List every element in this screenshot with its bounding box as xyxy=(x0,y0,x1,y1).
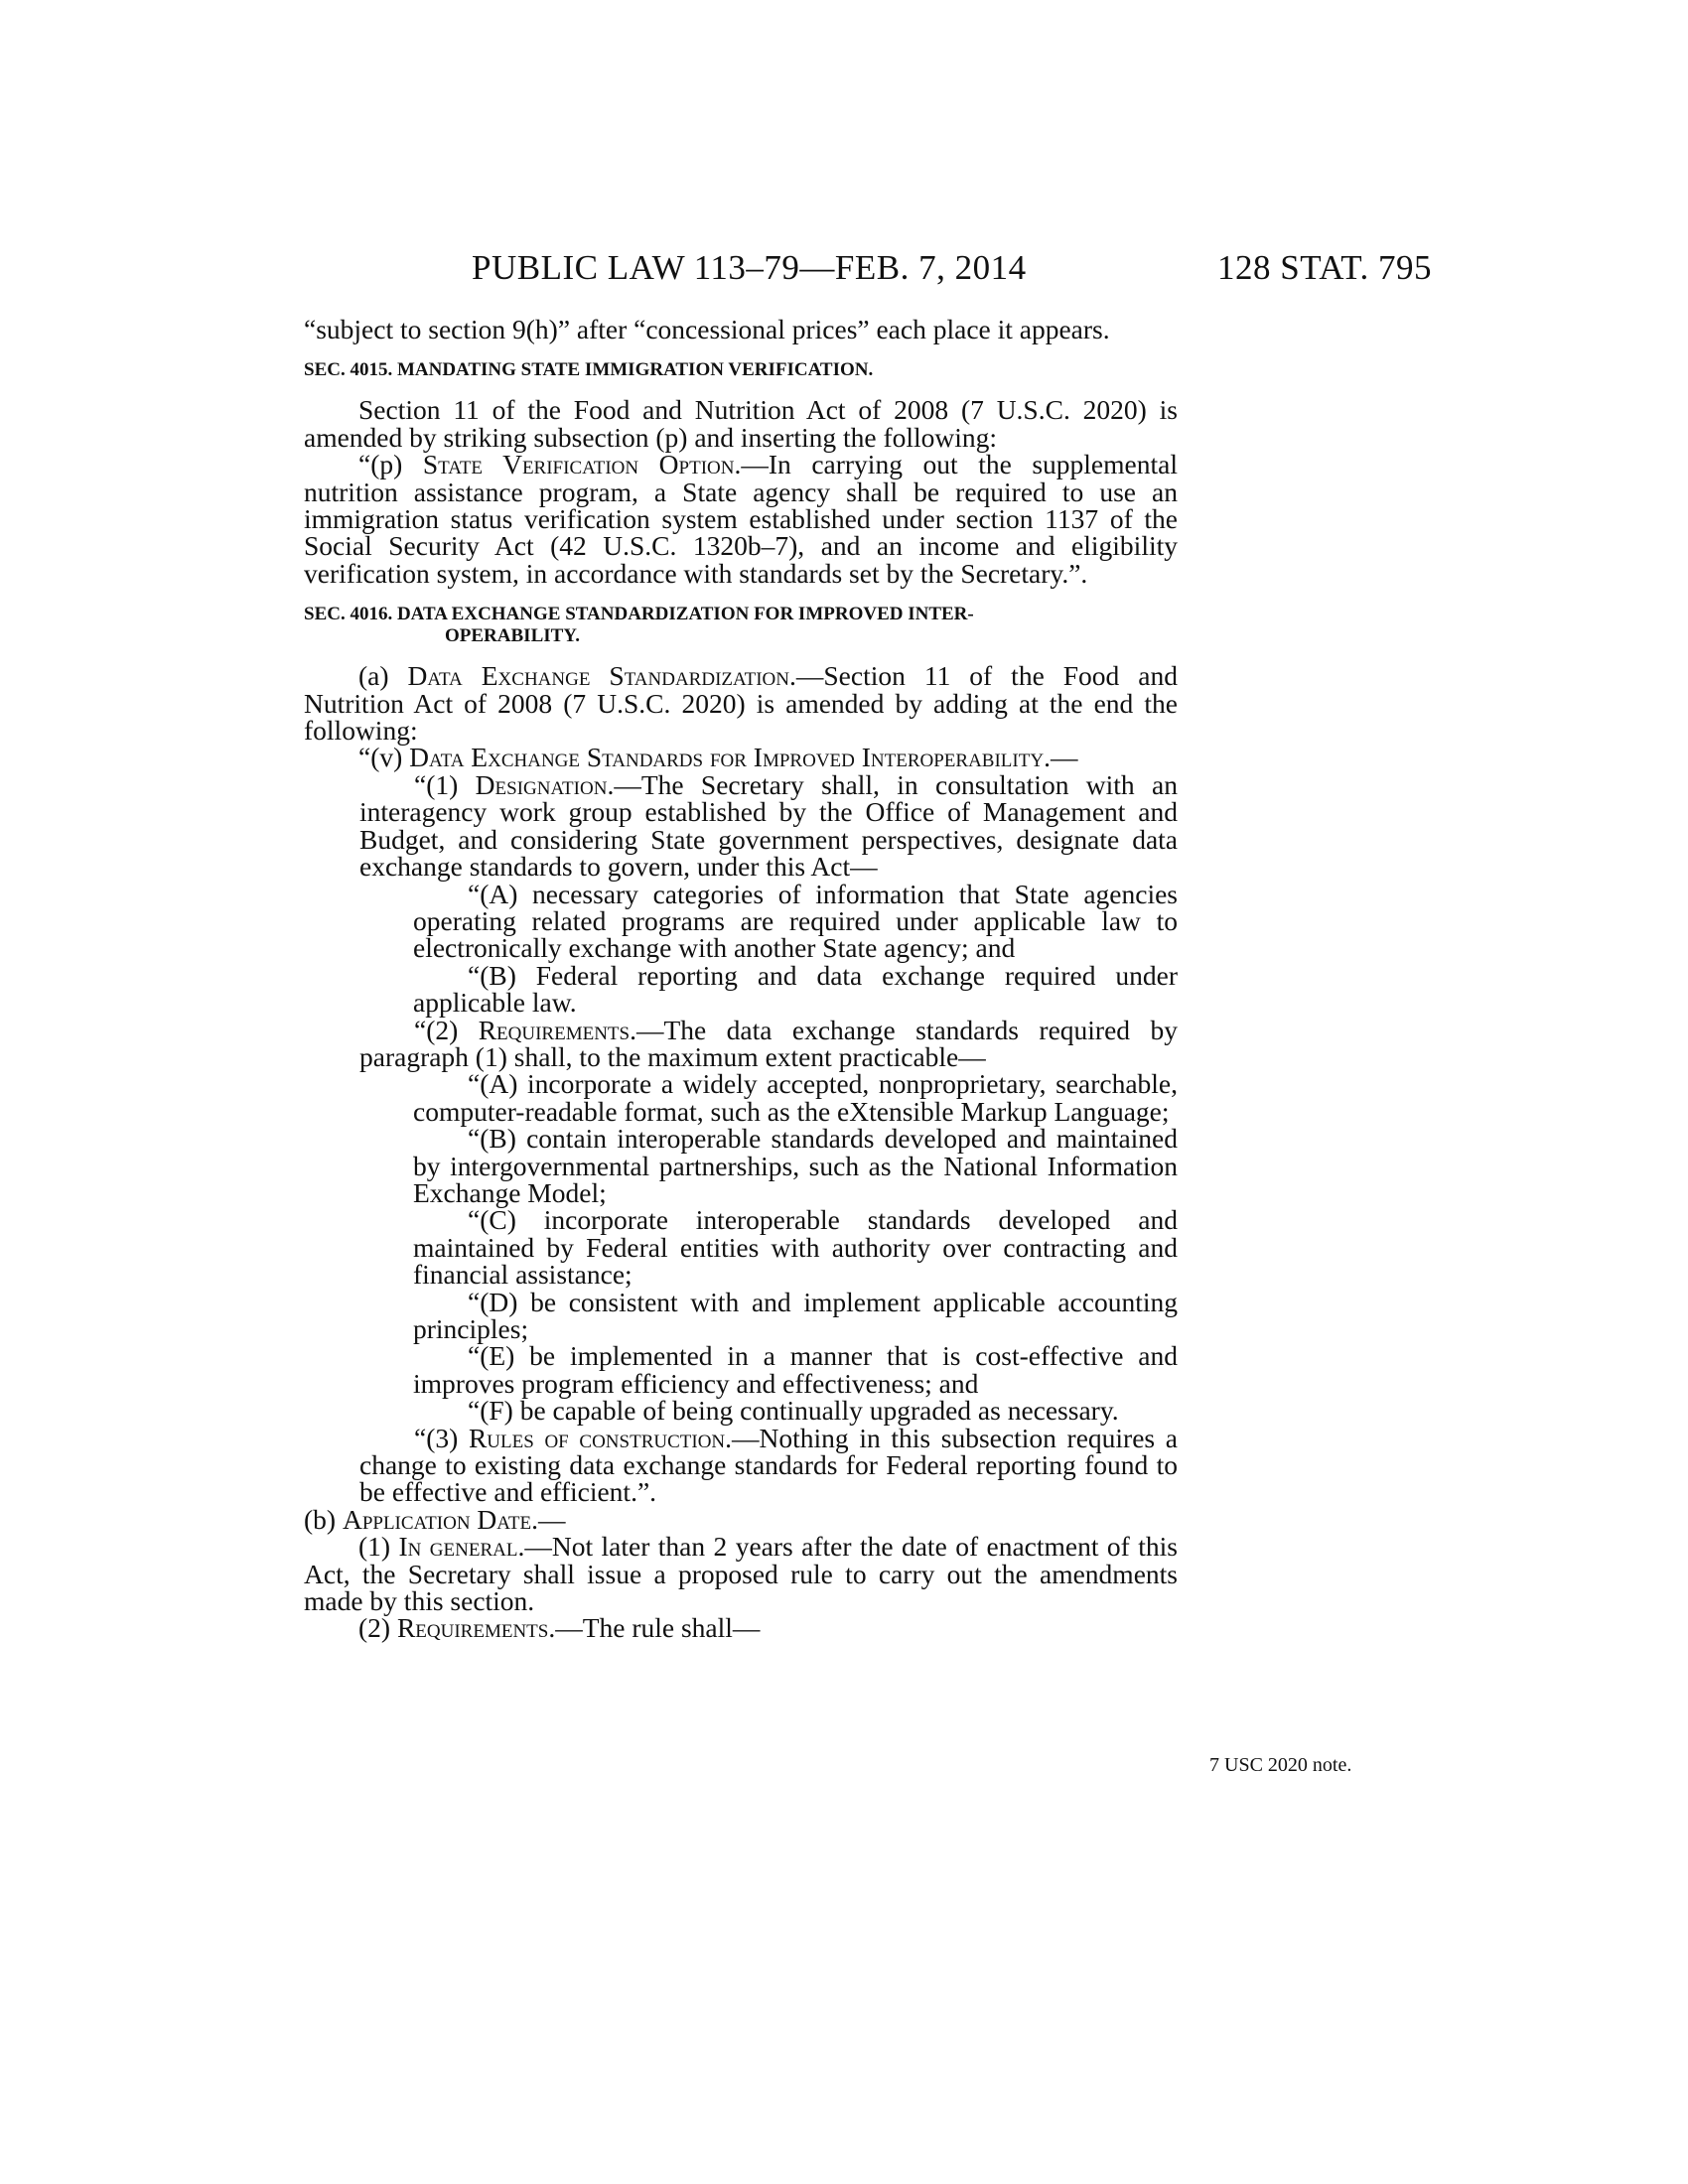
paragraph-v-2-C: “(C) incorporate interoperable standards developed and maintained by Federal entities with authority over contracting and financial assistance; xyxy=(413,1204,1178,1291)
paragraph-b-1: (1) In general.—Not later than 2 years after the date of enactment of this Act, the Secretary shall issue a proposed rule to carry out the amendments made by this section. xyxy=(304,1531,1178,1617)
margin-note: 7 USC 2020 note. xyxy=(1209,1754,1352,1776)
paragraph-v-1-B: “(B) Federal reporting and data exchange required under applicable law. xyxy=(413,959,1178,1019)
paragraph-v-1-A: “(A) necessary categories of information that State agencies operating related programs are required under applicable law to electronically exchange with another State agency; and xyxy=(413,878,1178,964)
section-heading-4015: SEC. 4015. MANDATING STATE IMMIGRATION VERIFICATION. xyxy=(304,359,874,381)
paragraph-b: (b) Application Date.— xyxy=(304,1503,566,1535)
paragraph-v-2-A: “(A) incorporate a widely accepted, nonproprietary, searchable, computer-readable format, such as the eXtensible Markup Language; xyxy=(413,1068,1178,1127)
paragraph-v-3: “(3) Rules of construction.—Nothing in this subsection requires a change to existing data exchange standards for Federal reporting found to be effective and efficient.”. xyxy=(359,1422,1178,1508)
page-reference: 128 STAT. 795 xyxy=(1217,248,1432,287)
running-header-title: PUBLIC LAW 113–79—FEB. 7, 2014 xyxy=(472,248,1027,287)
paragraph-v-2-E: “(E) be implemented in a manner that is cost-effective and improves program efficiency and effectiveness; and xyxy=(413,1340,1178,1399)
paragraph-subsection-p: “(p) State Verification Option.—In carrying out the supplemental nutrition assistance program, a State agency shall be required to use an immigration status verification system established under section 1137 of the Social Security Act (42 U.S.C. 1320b–7), and an income and eligibility verification system, in accordance with standards set by the Secretary.”. xyxy=(304,449,1178,589)
section-heading-4016: SEC. 4016. DATA EXCHANGE STANDARDIZATION FOR IMPROVED INTER- OPERABILITY. xyxy=(304,604,974,647)
paragraph-v-2-F: “(F) be capable of being continually upgraded as necessary. xyxy=(468,1395,1119,1427)
paragraph-a: (a) Data Exchange Standardization.—Section 11 of the Food and Nutrition Act of 2008 (7 U.S.C. 2020) is amended by adding at the end the following: xyxy=(304,660,1178,747)
paragraph-b-2: (2) Requirements.—The rule shall— xyxy=(358,1612,761,1644)
body-text xyxy=(304,316,1178,1642)
paragraph-v-2: “(2) Requirements.—The data exchange standards required by paragraph (1) shall, to the maximum extent practicable— xyxy=(359,1014,1178,1072)
paragraph-section-11-amendment: Section 11 of the Food and Nutrition Act of 2008 (7 U.S.C. 2020) is amended by striking subsection (p) and inserting the following: xyxy=(304,394,1178,453)
paragraph-continuation: “subject to section 9(h)” after “concessional prices” each place it appears. xyxy=(304,314,1110,344)
paragraph-v-2-D: “(D) be consistent with and implement applicable accounting principles; xyxy=(413,1286,1178,1344)
paragraph-v-1: “(1) Designation.—The Secretary shall, in consultation with an interagency work group established by the Office of Management and Budget, and considering State government perspectives, designate data exchange standards to govern, under this Act— xyxy=(359,768,1178,883)
paragraph-v: “(v) Data Exchange Standards for Improved Interoperability.— xyxy=(358,742,1078,773)
paragraph-v-2-B: “(B) contain interoperable standards developed and maintained by intergovernmental partnerships, such as the National Information Exchange Model; xyxy=(413,1123,1178,1208)
